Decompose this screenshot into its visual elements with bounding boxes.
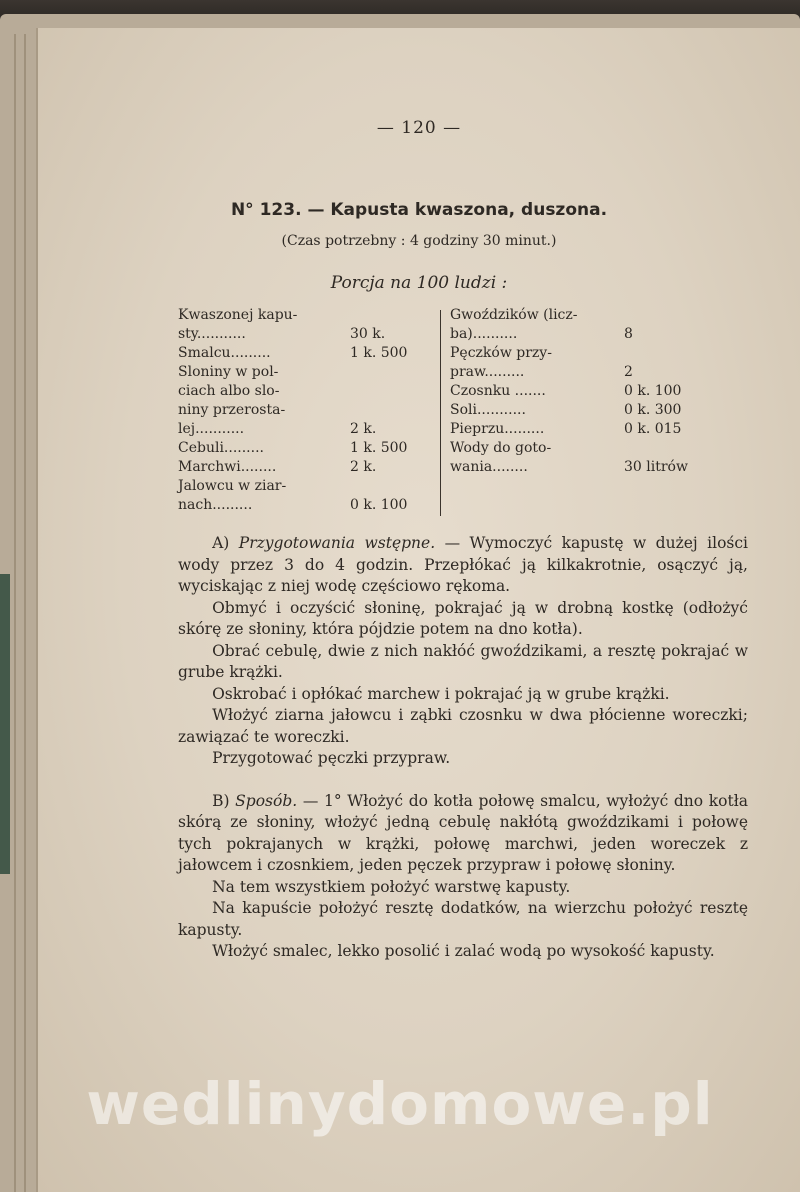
- ingredient-row: [450, 306, 738, 325]
- ingredient-qty: 2 k.: [350, 421, 377, 437]
- ingredient-qty: 30 litrów: [624, 459, 688, 475]
- ingredient-name: Pieprzu.........: [450, 421, 545, 437]
- ingredient-row: [178, 325, 433, 344]
- ingredient-row: [450, 401, 738, 420]
- ingredient-row: [450, 439, 738, 458]
- ingredient-name: ciach albo slo-: [178, 383, 280, 399]
- ingredient-row: [178, 477, 433, 496]
- ingredient-row: [450, 458, 738, 477]
- ingredient-row: [178, 382, 433, 401]
- ingredient-name: sty...........: [178, 326, 246, 342]
- page-edge-line: [14, 34, 16, 1192]
- ingredient-name: wania........: [450, 459, 528, 475]
- section-a-text: — Wymoczyć kapustę w dużej ilości wody przez 3 do 4 godzin. Przepłókać ją kilkakrotnie, osączyć ją, wyciskając z niej wodę częściowo rękoma.: [178, 534, 748, 595]
- section-b-label: B): [212, 791, 236, 810]
- ingredient-row: [450, 420, 738, 439]
- paragraph: Obrać cebulę, dwie z nich nakłóć gwoździkami, a resztę pokrajać w grube krążki.: [178, 641, 748, 681]
- ingredient-name: Czosnku .......: [450, 383, 546, 399]
- binding-cloth: [0, 574, 10, 874]
- ingredient-qty: 1 k. 500: [350, 440, 408, 456]
- ingredient-name: Gwoździków (licz-: [450, 307, 578, 323]
- page-edge-line: [24, 34, 26, 1192]
- page-number: — 120 —: [376, 118, 462, 138]
- recipe-instructions: [178, 533, 748, 963]
- portion-heading: Porcja na 100 ludzi :: [330, 273, 508, 293]
- ingredient-qty: 8: [624, 326, 633, 342]
- ingredient-name: Wody do goto-: [450, 440, 552, 456]
- paragraph: Włożyć smalec, lekko posolić i zalać wodą po wysokość kapusty.: [212, 942, 715, 960]
- section-b-text: — 1° Włożyć do kotła połowę smalcu, wyłożyć dno kotła skórą ze słoniny, włożyć jedną cebulę nakłótą gwoździkami i połowę tych pokrajanych w krążki, połowę marchwi, jeden woreczek z jałowcem i czosnkiem, jeden pęczek przypraw i połowę słoniny.: [178, 791, 748, 874]
- ingredient-name: Marchwi........: [178, 459, 277, 475]
- ingredient-qty: 2: [624, 364, 633, 380]
- ingredient-row: [178, 496, 433, 515]
- ingredient-name: niny przerosta-: [178, 402, 286, 418]
- ingredient-row: [178, 401, 433, 420]
- watermark: wedlinydomowe.pl: [86, 1070, 714, 1138]
- ingredient-row: [178, 458, 433, 477]
- ingredient-qty: 0 k. 100: [624, 383, 682, 399]
- ingredient-qty: 0 k. 100: [350, 497, 408, 513]
- ingredient-name: Soli...........: [450, 402, 526, 418]
- ingredient-name: Pęczków przy-: [450, 345, 552, 361]
- ingredient-row: [450, 344, 738, 363]
- paragraph: Włożyć ziarna jałowcu i ząbki czosnku w dwa płócienne woreczki; zawiązać te woreczki.: [178, 706, 748, 746]
- ingredient-row: [178, 439, 433, 458]
- column-divider: [440, 310, 441, 516]
- ingredient-row: [178, 306, 433, 325]
- ingredient-row: [450, 363, 738, 382]
- paragraph: Przygotować pęczki przypraw.: [212, 749, 451, 767]
- section-a-heading: Przygotowania wstępne.: [238, 534, 436, 552]
- ingredient-row: [450, 325, 738, 344]
- ingredient-qty: 0 k. 300: [624, 402, 682, 418]
- book-page: [36, 28, 800, 1192]
- ingredient-name: Kwaszonej kapu-: [178, 307, 298, 323]
- ingredient-name: nach.........: [178, 497, 253, 513]
- section-b-heading: Sposób.: [235, 791, 298, 810]
- ingredient-row: [178, 420, 433, 439]
- section-b-intro: [178, 791, 748, 877]
- ingredients-table: [178, 306, 738, 546]
- section-a-label: A): [212, 534, 239, 552]
- recipe-title: N° 123. — Kapusta kwaszona, duszona.: [230, 200, 608, 220]
- ingredient-qty: 30 k.: [350, 326, 386, 342]
- ingredient-name: Jalowcu w ziar-: [178, 478, 287, 494]
- ingredient-row: [178, 363, 433, 382]
- ingredient-name: lej...........: [178, 421, 245, 437]
- ingredient-row: [178, 344, 433, 363]
- ingredient-name: Sloniny w pol-: [178, 364, 279, 380]
- cooking-time: (Czas potrzebny : 4 godziny 30 minut.): [281, 233, 557, 249]
- ingredients-left-column: [178, 306, 433, 515]
- ingredients-right-column: [450, 306, 738, 477]
- ingredient-name: Cebuli.........: [178, 440, 264, 456]
- ingredient-row: [450, 382, 738, 401]
- paragraph: Na kapuście położyć resztę dodatków, na wierzchu położyć resztę kapusty.: [178, 899, 748, 939]
- ingredient-name: praw.........: [450, 364, 525, 380]
- ingredient-qty: 1 k. 500: [350, 345, 408, 361]
- paragraph: Oskrobać i opłókać marchew i pokrajać ją w grube krążki.: [212, 684, 670, 703]
- ingredient-qty: 2 k.: [350, 459, 377, 475]
- ingredient-qty: 0 k. 015: [624, 421, 682, 437]
- ingredient-name: Smalcu.........: [178, 345, 271, 361]
- section-a-intro: [178, 533, 748, 598]
- paragraph: Obmyć i oczyścić słoninę, pokrajać ją w drobną kostkę (odłożyć skórę ze słoniny, która pójdzie potem na dno kotła).: [178, 598, 748, 638]
- paragraph: Na tem wszystkiem położyć warstwę kapusty.: [212, 877, 571, 896]
- ingredient-name: ba)..........: [450, 326, 518, 342]
